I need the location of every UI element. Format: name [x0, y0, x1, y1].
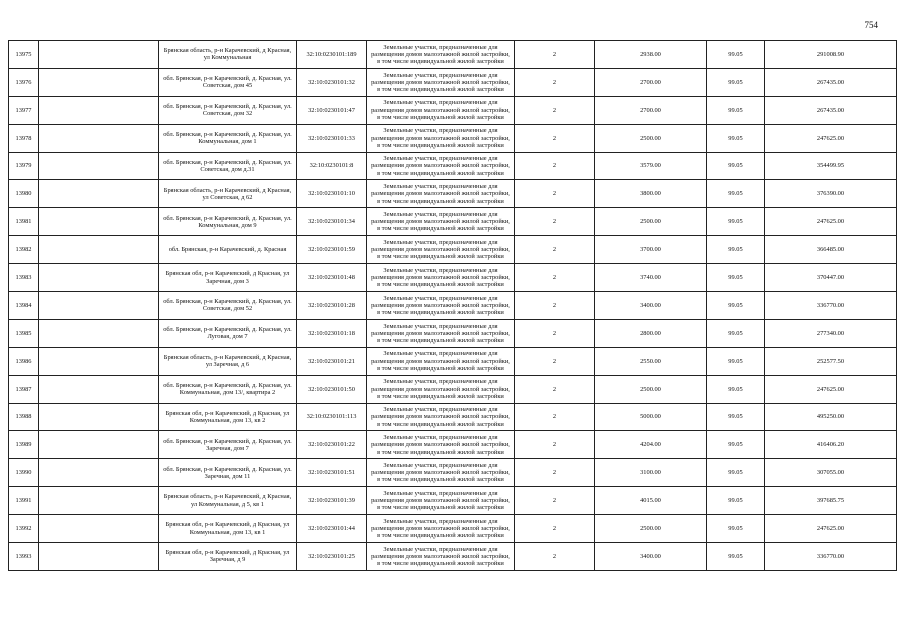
spacer-cell: [39, 208, 159, 236]
area-cell: 2700.00: [595, 96, 707, 124]
row-number-cell: 13988: [9, 403, 39, 431]
specific-value-cell: 99.05: [707, 543, 765, 571]
row-number-cell: 13990: [9, 459, 39, 487]
cadastral-number-cell: 32:10:0230101:59: [297, 236, 367, 264]
address-cell: обл. Брянская, р-н Карачевский, д. Красная, ул. Советская, дом 45: [159, 68, 297, 96]
table-row: [9, 236, 897, 264]
spacer-cell: [39, 292, 159, 320]
category-cell: 2: [515, 41, 595, 69]
table-row: [9, 292, 897, 320]
area-cell: 2500.00: [595, 375, 707, 403]
row-number-cell: 13975: [9, 41, 39, 69]
cadastral-value-cell: 277340.00: [765, 319, 897, 347]
category-cell: 2: [515, 403, 595, 431]
address-cell: обл. Брянская, р-н Карачевский, д. Красная, ул. Коммунальная, дом 13/, квартира 2: [159, 375, 297, 403]
row-number-cell: 13984: [9, 292, 39, 320]
area-cell: 3700.00: [595, 236, 707, 264]
table-row: [9, 543, 897, 571]
specific-value-cell: 99.05: [707, 180, 765, 208]
table-row: [9, 347, 897, 375]
specific-value-cell: 99.05: [707, 319, 765, 347]
table-row: [9, 68, 897, 96]
cadastral-value-table: [8, 40, 897, 571]
specific-value-cell: 99.05: [707, 487, 765, 515]
cadastral-value-cell: 495250.00: [765, 403, 897, 431]
page-number: 754: [864, 20, 878, 30]
category-cell: 2: [515, 292, 595, 320]
cadastral-value-cell: 247625.00: [765, 515, 897, 543]
address-cell: Брянская область, р-н Карачевский, д Красная, ул Заречная, д 6: [159, 347, 297, 375]
area-cell: 3800.00: [595, 180, 707, 208]
row-number-cell: 13985: [9, 319, 39, 347]
land-use-cell: Земельные участки, предназначенные для размещения домов малоэтажной жилой застройки, в том числе индивидуальной жилой застройки: [367, 431, 515, 459]
spacer-cell: [39, 96, 159, 124]
cadastral-value-cell: 416406.20: [765, 431, 897, 459]
cadastral-number-cell: 32:10:0230101:51: [297, 459, 367, 487]
cadastral-value-cell: 307055.00: [765, 459, 897, 487]
area-cell: 2700.00: [595, 68, 707, 96]
table-row: [9, 515, 897, 543]
area-cell: 2500.00: [595, 124, 707, 152]
cadastral-number-cell: 32:10:0230101:48: [297, 264, 367, 292]
cadastral-value-cell: 376390.00: [765, 180, 897, 208]
category-cell: 2: [515, 152, 595, 180]
specific-value-cell: 99.05: [707, 236, 765, 264]
row-number-cell: 13981: [9, 208, 39, 236]
table-body: [9, 41, 897, 571]
category-cell: 2: [515, 124, 595, 152]
specific-value-cell: 99.05: [707, 264, 765, 292]
area-cell: 3400.00: [595, 543, 707, 571]
spacer-cell: [39, 124, 159, 152]
cadastral-value-cell: 291008.90: [765, 41, 897, 69]
address-cell: обл. Брянская, р-н Карачевский, д. Красная, ул. Луговая, дом 7: [159, 319, 297, 347]
row-number-cell: 13980: [9, 180, 39, 208]
address-cell: Брянская область, р-н Карачевский, д Красная, ул Коммунальная: [159, 41, 297, 69]
category-cell: 2: [515, 180, 595, 208]
land-use-cell: Земельные участки, предназначенные для размещения домов малоэтажной жилой застройки, в том числе индивидуальной жилой застройки: [367, 543, 515, 571]
cadastral-number-cell: 32:10:0230101:50: [297, 375, 367, 403]
land-use-cell: Земельные участки, предназначенные для размещения домов малоэтажной жилой застройки, в том числе индивидуальной жилой застройки: [367, 41, 515, 69]
spacer-cell: [39, 431, 159, 459]
category-cell: 2: [515, 236, 595, 264]
specific-value-cell: 99.05: [707, 403, 765, 431]
table-row: [9, 208, 897, 236]
land-use-cell: Земельные участки, предназначенные для размещения домов малоэтажной жилой застройки, в том числе индивидуальной жилой застройки: [367, 292, 515, 320]
category-cell: 2: [515, 264, 595, 292]
address-cell: обл. Брянская, р-н Карачевский, д. Красная, ул. Советская, дом 52: [159, 292, 297, 320]
area-cell: 5000.00: [595, 403, 707, 431]
cadastral-number-cell: 32:10:0230101:44: [297, 515, 367, 543]
row-number-cell: 13992: [9, 515, 39, 543]
category-cell: 2: [515, 375, 595, 403]
cadastral-value-cell: 247625.00: [765, 208, 897, 236]
row-number-cell: 13989: [9, 431, 39, 459]
spacer-cell: [39, 152, 159, 180]
area-cell: 2500.00: [595, 515, 707, 543]
address-cell: обл. Брянская, р-н Карачевский, д. Красная, ул. Советская, дом д.31: [159, 152, 297, 180]
specific-value-cell: 99.05: [707, 347, 765, 375]
land-use-cell: Земельные участки, предназначенные для размещения домов малоэтажной жилой застройки, в том числе индивидуальной жилой застройки: [367, 319, 515, 347]
cadastral-value-cell: 267435.00: [765, 96, 897, 124]
table-row: [9, 431, 897, 459]
spacer-cell: [39, 515, 159, 543]
cadastral-value-cell: 354499.95: [765, 152, 897, 180]
specific-value-cell: 99.05: [707, 515, 765, 543]
table-row: [9, 180, 897, 208]
cadastral-number-cell: 32:10:0230101:32: [297, 68, 367, 96]
table-row: [9, 124, 897, 152]
land-use-cell: Земельные участки, предназначенные для размещения домов малоэтажной жилой застройки, в том числе индивидуальной жилой застройки: [367, 152, 515, 180]
land-use-cell: Земельные участки, предназначенные для размещения домов малоэтажной жилой застройки, в том числе индивидуальной жилой застройки: [367, 459, 515, 487]
area-cell: 3400.00: [595, 292, 707, 320]
specific-value-cell: 99.05: [707, 96, 765, 124]
row-number-cell: 13983: [9, 264, 39, 292]
cadastral-number-cell: 32:10:0230101:28: [297, 292, 367, 320]
cadastral-number-cell: 32:10:0230101:22: [297, 431, 367, 459]
spacer-cell: [39, 319, 159, 347]
specific-value-cell: 99.05: [707, 124, 765, 152]
specific-value-cell: 99.05: [707, 431, 765, 459]
cadastral-value-cell: 336770.00: [765, 292, 897, 320]
row-number-cell: 13993: [9, 543, 39, 571]
specific-value-cell: 99.05: [707, 459, 765, 487]
cadastral-value-cell: 366485.00: [765, 236, 897, 264]
category-cell: 2: [515, 515, 595, 543]
table-row: [9, 319, 897, 347]
cadastral-value-cell: 252577.50: [765, 347, 897, 375]
spacer-cell: [39, 375, 159, 403]
category-cell: 2: [515, 431, 595, 459]
cadastral-number-cell: 32:10:0230101:34: [297, 208, 367, 236]
address-cell: обл. Брянская, р-н Карачевский, д. Красная, ул. Коммунальная, дом 9: [159, 208, 297, 236]
area-cell: 4015.00: [595, 487, 707, 515]
table-row: [9, 459, 897, 487]
category-cell: 2: [515, 459, 595, 487]
spacer-cell: [39, 403, 159, 431]
address-cell: обл. Брянская, р-н Карачевский, д. Красная, ул. Советская, дом 32: [159, 96, 297, 124]
cadastral-value-cell: 247625.00: [765, 375, 897, 403]
area-cell: 2938.00: [595, 41, 707, 69]
row-number-cell: 13978: [9, 124, 39, 152]
category-cell: 2: [515, 208, 595, 236]
cadastral-number-cell: 32:10:0230101:18: [297, 319, 367, 347]
spacer-cell: [39, 347, 159, 375]
area-cell: 2800.00: [595, 319, 707, 347]
row-number-cell: 13976: [9, 68, 39, 96]
area-cell: 2500.00: [595, 208, 707, 236]
cadastral-number-cell: 32:10:0230101:8: [297, 152, 367, 180]
table-row: [9, 487, 897, 515]
row-number-cell: 13987: [9, 375, 39, 403]
category-cell: 2: [515, 319, 595, 347]
table-row: [9, 375, 897, 403]
area-cell: 3740.00: [595, 264, 707, 292]
land-use-cell: Земельные участки, предназначенные для размещения домов малоэтажной жилой застройки, в том числе индивидуальной жилой застройки: [367, 347, 515, 375]
specific-value-cell: 99.05: [707, 208, 765, 236]
cadastral-number-cell: 32:10:0230101:39: [297, 487, 367, 515]
land-use-cell: Земельные участки, предназначенные для размещения домов малоэтажной жилой застройки, в том числе индивидуальной жилой застройки: [367, 96, 515, 124]
address-cell: обл. Брянская, р-н Карачевский, д. Красная: [159, 236, 297, 264]
land-use-cell: Земельные участки, предназначенные для размещения домов малоэтажной жилой застройки, в том числе индивидуальной жилой застройки: [367, 124, 515, 152]
cadastral-number-cell: 32:10:0230101:33: [297, 124, 367, 152]
land-use-cell: Земельные участки, предназначенные для размещения домов малоэтажной жилой застройки, в том числе индивидуальной жилой застройки: [367, 180, 515, 208]
cadastral-number-cell: 32:10:0230101:47: [297, 96, 367, 124]
area-cell: 4204.00: [595, 431, 707, 459]
address-cell: Брянская обл, р-н Карачевский, д Красная, ул Коммунальная, дом 13, кв 1: [159, 515, 297, 543]
land-use-cell: Земельные участки, предназначенные для размещения домов малоэтажной жилой застройки, в том числе индивидуальной жилой застройки: [367, 68, 515, 96]
category-cell: 2: [515, 543, 595, 571]
land-use-cell: Земельные участки, предназначенные для размещения домов малоэтажной жилой застройки, в том числе индивидуальной жилой застройки: [367, 487, 515, 515]
cadastral-value-cell: 397685.75: [765, 487, 897, 515]
land-use-cell: Земельные участки, предназначенные для размещения домов малоэтажной жилой застройки, в том числе индивидуальной жилой застройки: [367, 264, 515, 292]
address-cell: Брянская обл, р-н Карачевский, д Красная, ул Заречная, д 9: [159, 543, 297, 571]
table-row: [9, 403, 897, 431]
table-row: [9, 96, 897, 124]
land-use-cell: Земельные участки, предназначенные для размещения домов малоэтажной жилой застройки, в том числе индивидуальной жилой застройки: [367, 208, 515, 236]
spacer-cell: [39, 543, 159, 571]
cadastral-number-cell: 32:10:0230101:113: [297, 403, 367, 431]
cadastral-number-cell: 32:10:0230101:25: [297, 543, 367, 571]
table-row: [9, 264, 897, 292]
specific-value-cell: 99.05: [707, 375, 765, 403]
land-use-cell: Земельные участки, предназначенные для размещения домов малоэтажной жилой застройки, в том числе индивидуальной жилой застройки: [367, 403, 515, 431]
address-cell: обл. Брянская, р-н Карачевский, д. Красная, ул. Коммунальная, дом 1: [159, 124, 297, 152]
spacer-cell: [39, 459, 159, 487]
spacer-cell: [39, 264, 159, 292]
land-use-cell: Земельные участки, предназначенные для размещения домов малоэтажной жилой застройки, в том числе индивидуальной жилой застройки: [367, 236, 515, 264]
category-cell: 2: [515, 487, 595, 515]
land-use-cell: Земельные участки, предназначенные для размещения домов малоэтажной жилой застройки, в том числе индивидуальной жилой застройки: [367, 375, 515, 403]
row-number-cell: 13991: [9, 487, 39, 515]
land-use-cell: Земельные участки, предназначенные для размещения домов малоэтажной жилой застройки, в том числе индивидуальной жилой застройки: [367, 515, 515, 543]
table-row: [9, 41, 897, 69]
address-cell: обл. Брянская, р-н Карачевский, д. Красная, ул. Заречная, дом 7: [159, 431, 297, 459]
specific-value-cell: 99.05: [707, 41, 765, 69]
spacer-cell: [39, 236, 159, 264]
row-number-cell: 13979: [9, 152, 39, 180]
address-cell: Брянская область, р-н Карачевский, д Красная, ул Советская, д 62: [159, 180, 297, 208]
cadastral-number-cell: 32:10:0230101:10: [297, 180, 367, 208]
spacer-cell: [39, 180, 159, 208]
row-number-cell: 13986: [9, 347, 39, 375]
area-cell: 2550.00: [595, 347, 707, 375]
specific-value-cell: 99.05: [707, 292, 765, 320]
category-cell: 2: [515, 347, 595, 375]
cadastral-value-cell: 370447.00: [765, 264, 897, 292]
spacer-cell: [39, 41, 159, 69]
specific-value-cell: 99.05: [707, 68, 765, 96]
spacer-cell: [39, 487, 159, 515]
specific-value-cell: 99.05: [707, 152, 765, 180]
cadastral-number-cell: 32:10:0230101:189: [297, 41, 367, 69]
row-number-cell: 13982: [9, 236, 39, 264]
cadastral-value-cell: 247625.00: [765, 124, 897, 152]
row-number-cell: 13977: [9, 96, 39, 124]
cadastral-value-cell: 336770.00: [765, 543, 897, 571]
area-cell: 3579.00: [595, 152, 707, 180]
cadastral-number-cell: 32:10:0230101:21: [297, 347, 367, 375]
category-cell: 2: [515, 68, 595, 96]
spacer-cell: [39, 68, 159, 96]
address-cell: обл. Брянская, р-н Карачевский, д. Красная, ул. Заречная, дом 11: [159, 459, 297, 487]
address-cell: Брянская обл, р-н Карачевский, д Красная, ул Заречная, дом 3: [159, 264, 297, 292]
address-cell: Брянская область, р-н Карачевский, д Красная, ул Коммунальная, д 5, кв 1: [159, 487, 297, 515]
address-cell: Брянская обл, р-н Карачевский, д Красная, ул Коммунальная, дом 13, кв 2: [159, 403, 297, 431]
table-row: [9, 152, 897, 180]
area-cell: 3100.00: [595, 459, 707, 487]
cadastral-value-cell: 267435.00: [765, 68, 897, 96]
category-cell: 2: [515, 96, 595, 124]
